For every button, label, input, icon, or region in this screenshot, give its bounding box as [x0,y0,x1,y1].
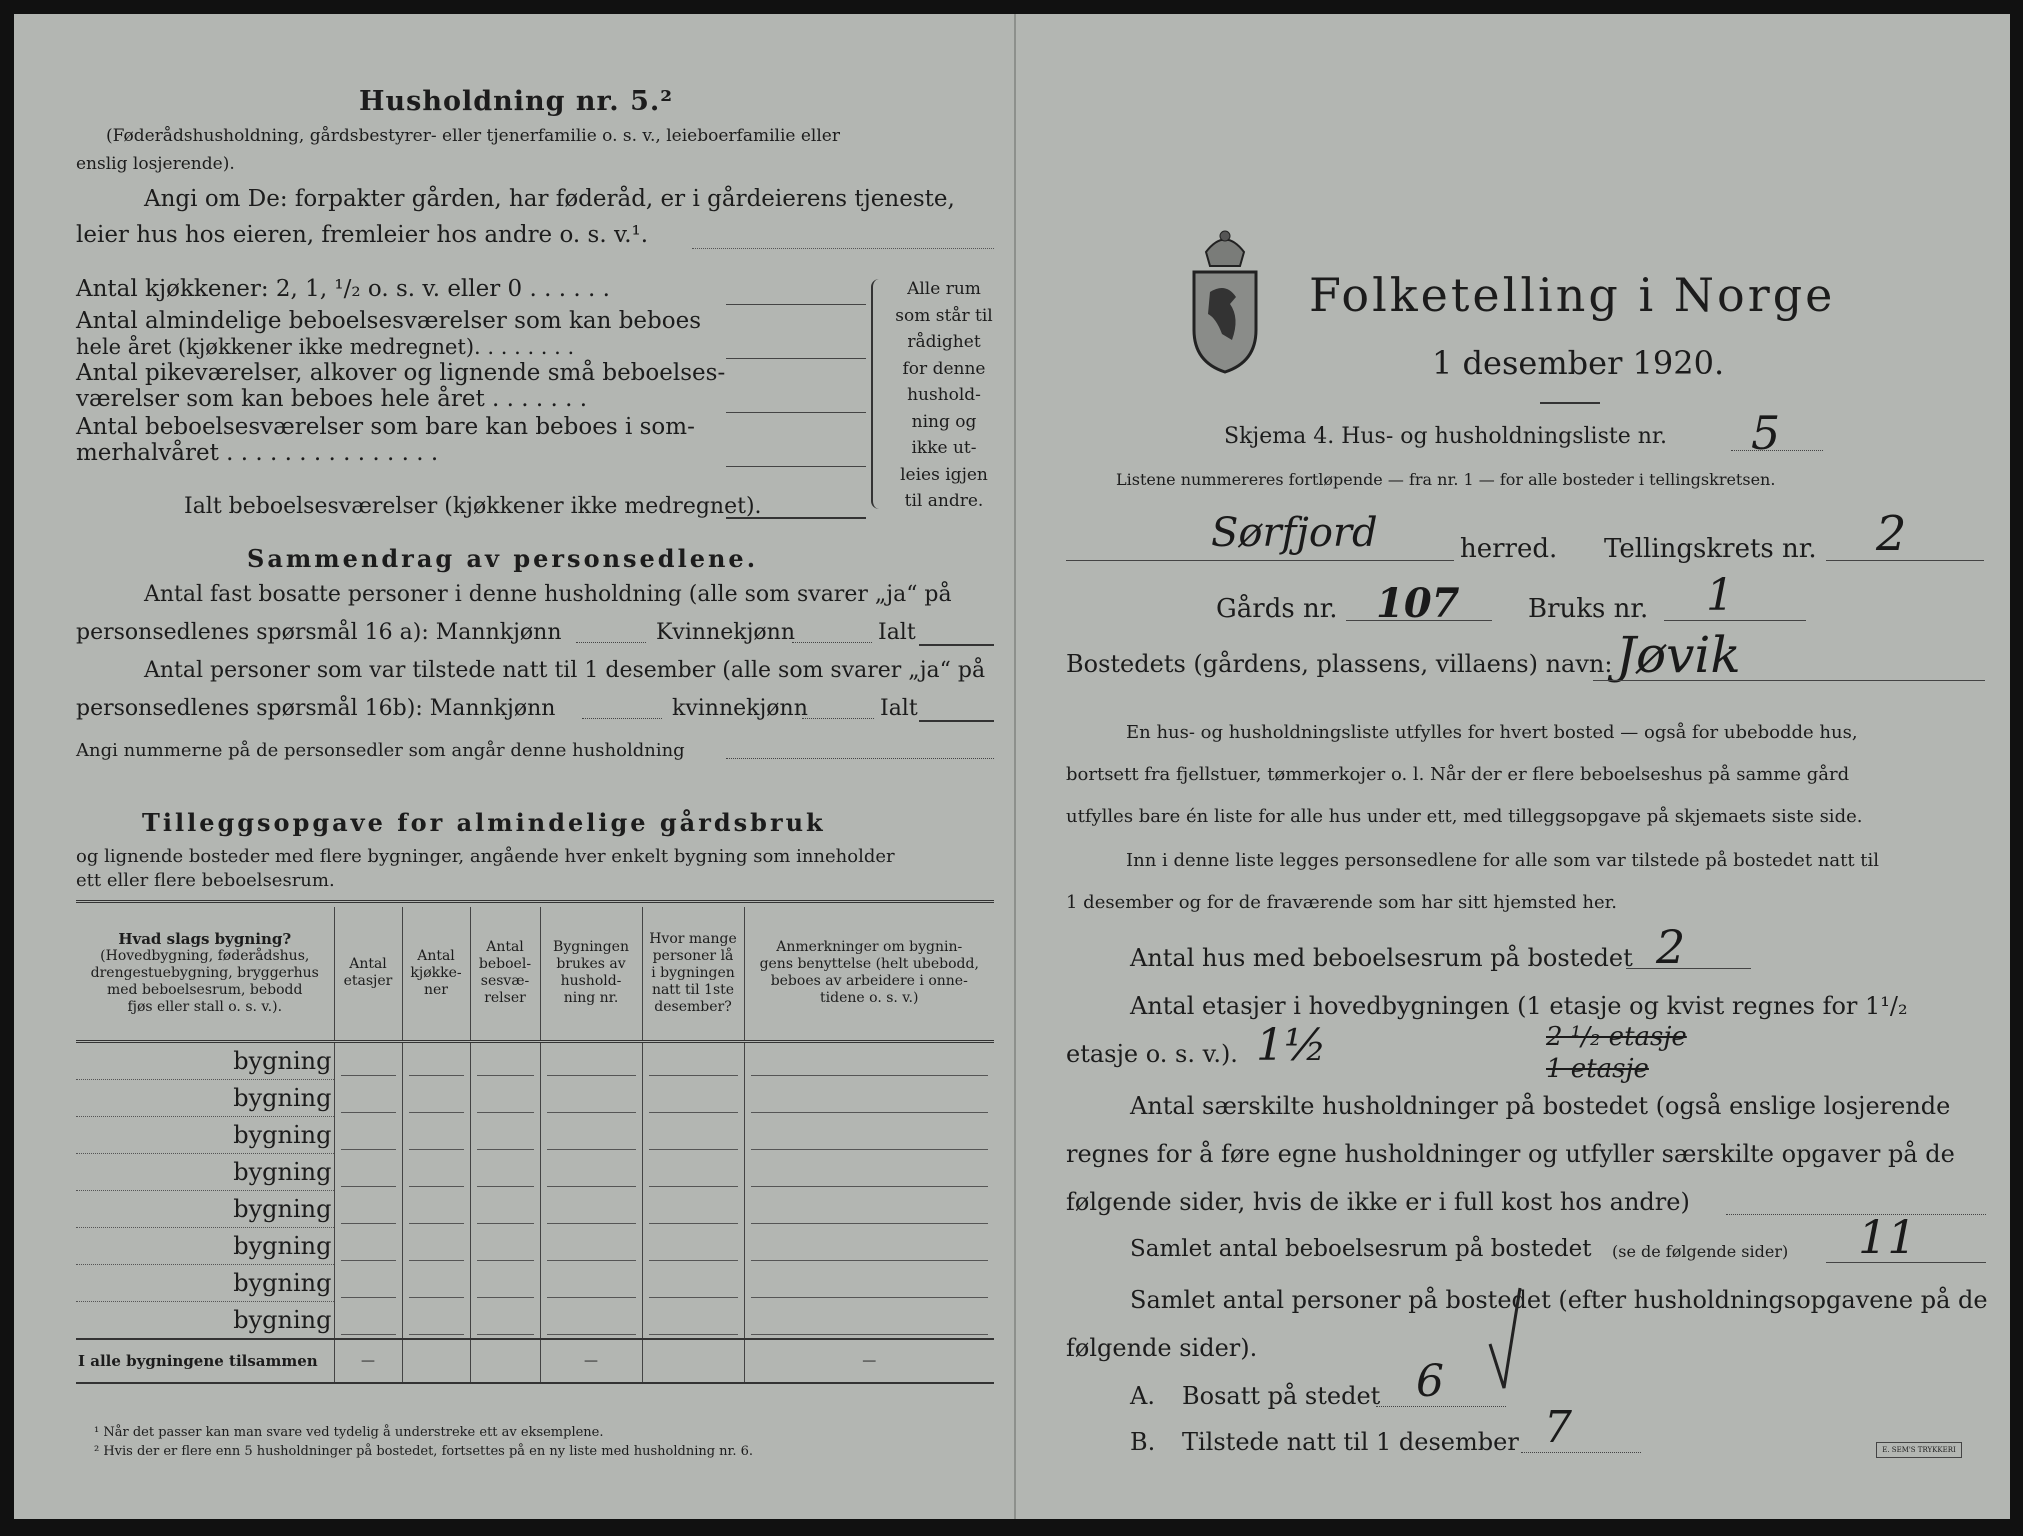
building-cell [334,1041,402,1079]
header-line: desember? [654,998,732,1015]
summary-p1-label-total: Ialt [878,620,916,645]
supplement-title: Tilleggsopgave for almindelige gårdsbruk [142,808,826,837]
title-divider [1540,402,1600,404]
building-cell-line [341,1112,396,1113]
etasjer-struck-2: 1 etasje [1546,1054,1649,1084]
building-cell-line [547,1149,636,1150]
hush-line-3: følgende sider, hvis de ikke er i full kost hos andre) [1066,1188,1690,1216]
building-cell [540,1116,642,1153]
building-cell [642,1041,744,1079]
side-note-line: hushold- [907,385,981,405]
building-cell [642,1153,744,1190]
header-line: tidene o. s. v.) [820,990,919,1007]
kitchens-answer-line [726,304,866,305]
total-dash: — [334,1339,402,1383]
building-cell [402,1301,470,1339]
building-cell [470,1153,540,1190]
side-note-line: som står til [895,305,993,326]
summary-p2-label-men: personsedlenes spørsmål 16b): Mannkjønn [76,696,556,721]
household-title: Husholdning nr. 5.² [359,86,674,117]
header-line: Hvad slags bygning? [118,929,292,948]
summary-p1-label-women: Kvinnekjønn [656,620,795,645]
angi-line-2: leier hus hos eieren, fremleier hos andre o. s. v.¹. [76,222,649,248]
building-cell-line [409,1334,464,1335]
etasjer-line-1: Antal etasjer i hovedbygningen (1 etasje og kvist regnes for 1¹/₂ [1130,992,1908,1020]
building-cell-line [751,1075,989,1076]
hush-line-1: Antal særskilte husholdninger på bostedet (også enslige losjerende [1130,1092,1951,1120]
building-cell [402,1227,470,1264]
header-line: Antal [417,947,455,964]
building-row [76,1264,994,1301]
header-floors [334,907,402,1041]
total-row [76,1339,994,1383]
building-row-label: bygning [76,1079,334,1116]
tilstede-line [1521,1452,1641,1453]
summary-p2-label-total: Ialt [880,696,918,721]
header-line: Antal [486,939,524,956]
building-cell [470,1116,540,1153]
building-cell-line [547,1297,636,1298]
header-line: fjøs eller stall o. s. v.). [127,998,283,1015]
building-cell-line [341,1223,396,1224]
bosatt-letter: A. [1130,1382,1155,1410]
building-cell [540,1301,642,1339]
header-line: beboel- [478,956,532,973]
building-row [76,1190,994,1227]
header-line: brukes av [556,956,626,973]
header-line: etasjer [343,973,393,990]
header-line: med beboelsesrum, bebodd [107,981,303,998]
building-cell [744,1301,994,1339]
header-persons [642,907,744,1041]
header-rooms [470,907,540,1041]
building-row [76,1041,994,1079]
personer-line-1: Samlet antal personer på bostedet (efter husholdningsopgavene på de [1130,1286,1988,1314]
building-cell [744,1079,994,1116]
building-cell [642,1301,744,1339]
rum-line [1826,1262,1986,1263]
p2-total-line [919,720,994,722]
summary-numbers-label: Angi nummerne på de personsedler som angår denne husholdning [76,740,685,761]
header-kitchens [402,907,470,1041]
building-cell-line [649,1260,738,1261]
supplement-sub-2: ett eller flere beboelsesrum. [76,870,335,891]
header-line: (Hovedbygning, føderådshus, [100,947,310,964]
building-cell-line [751,1260,989,1261]
summary-p2-label-women: kvinnekjønn [672,696,808,721]
gards-line [1346,620,1492,621]
building-row-label: bygning [76,1190,334,1227]
rum-value: 11 [1858,1210,1917,1264]
building-row [76,1153,994,1190]
household-subtitle-1: (Føderådshusholdning, gårdsbestyrer- eller tjenerfamilie o. s. v., leieboerfamilie eller [106,126,840,146]
total-label: I alle bygningene tilsammen [78,1351,318,1370]
building-cell [334,1190,402,1227]
etasjer-line-2: etasje o. s. v.). [1066,1040,1238,1068]
header-line: Antal [349,956,387,973]
building-cell-line [751,1334,989,1335]
building-cell [470,1301,540,1339]
header-remarks [744,907,994,1041]
building-row-label: bygning [76,1301,334,1339]
building-cell-line [341,1075,396,1076]
building-cell-line [409,1112,464,1113]
building-cell [744,1264,994,1301]
side-note-line: for denne [902,358,986,379]
side-note-line: ning og [911,411,977,432]
building-cell [540,1190,642,1227]
bosted-label: Bostedets (gårdens, plassens, villaens) navn: [1066,650,1613,678]
header-line: beboes av arbeidere i onne- [770,973,968,990]
building-cell-line [649,1149,738,1150]
rooms-ordinary-2: hele året (kjøkkener ikke medregnet). . . . . . . . [76,335,575,359]
household-subtitle-2: enslig losjerende). [76,154,235,174]
etasjer-struck-1: 2 ¹/₂ etasje [1546,1022,1687,1052]
bruks-value: 1 [1706,570,1734,621]
header-line: sesvæ- [480,973,530,990]
side-note-line: til andre. [904,491,984,511]
building-cell-line [477,1075,534,1076]
check-mark-icon [1486,1284,1526,1394]
building-cell [334,1301,402,1339]
numbering-note: Listene nummereres fortløpende — fra nr. 1 — for alle bosteder i tellingskretsen. [1116,470,1776,489]
header-line: Bygningen [553,939,629,956]
building-cell-line [341,1297,396,1298]
rum-label: Samlet antal beboelsesrum på bostedet [1130,1236,1592,1262]
rum-note: (se de følgende sider) [1612,1242,1789,1261]
building-cell-line [409,1149,464,1150]
instruction-2: bortsett fra fjellstuer, tømmerkojer o. l. Når der er flere beboelseshus på samme gård [1066,764,1850,785]
building-cell-line [477,1149,534,1150]
building-cell-line [341,1334,396,1335]
building-cell-line [409,1223,464,1224]
building-cell-line [477,1260,534,1261]
p2-men-line [582,718,662,719]
building-cell-line [547,1334,636,1335]
header-household [540,907,642,1041]
building-cell-line [751,1223,989,1224]
hus-label: Antal hus med beboelsesrum på bostedet [1130,944,1633,972]
header-line: hushold- [560,973,622,990]
rooms-total-label: Ialt beboelsesværelser (kjøkkener ikke medregnet). [184,494,762,519]
bosted-line [1593,680,1985,681]
building-cell [402,1079,470,1116]
building-cell [470,1190,540,1227]
building-cell-line [547,1223,636,1224]
building-cell [470,1264,540,1301]
building-cell [402,1190,470,1227]
building-cell [642,1190,744,1227]
building-cell [744,1116,994,1153]
bruks-label: Bruks nr. [1528,594,1649,624]
census-title: Folketelling i Norge [1309,268,1836,322]
building-row [76,1116,994,1153]
side-note-line: Alle rum [907,279,981,299]
bosatt-label: Bosatt på stedet [1182,1382,1381,1410]
building-cell [642,1079,744,1116]
header-line: ning nr. [563,990,619,1007]
coat-of-arms-icon [1186,222,1264,374]
summer-answer-line [726,466,866,467]
building-cell-line [477,1186,534,1187]
rooms-kitchens: Antal kjøkkener: 2, 1, ¹/₂ o. s. v. eller 0 . . . . . . [76,276,610,302]
rooms-total-line [726,517,866,519]
etasjer-value: 1½ [1256,1020,1327,1071]
hus-line [1626,968,1751,969]
summary-p1-label-men: personsedlenes spørsmål 16 a): Mannkjønn [76,620,562,645]
p2-women-line [802,718,874,719]
building-cell-line [649,1112,738,1113]
building-cell [642,1264,744,1301]
building-row-label: bygning [76,1264,334,1301]
building-cell [540,1227,642,1264]
building-cell [540,1153,642,1190]
building-cell-line [477,1334,534,1335]
summary-title: Sammendrag av personsedlene. [247,544,759,573]
bosatt-value: 6 [1416,1356,1444,1407]
building-cell-line [341,1260,396,1261]
building-row-label: bygning [76,1116,334,1153]
building-cell [402,1116,470,1153]
header-line: relser [484,990,526,1007]
building-row [76,1301,994,1339]
building-cell [642,1227,744,1264]
ordinary-answer-line [726,358,866,359]
bosted-value: Jøvik [1616,626,1741,684]
building-cell [744,1153,994,1190]
building-rows [76,1041,994,1339]
rooms-maid-2: værelser som kan beboes hele året . . . . . . . [76,386,588,412]
p1-men-line [576,642,646,643]
total-dash: — [540,1339,642,1383]
building-cell-line [409,1186,464,1187]
building-cell-line [409,1075,464,1076]
instruction-4: Inn i denne liste legges personsedlene for alle som var tilstede på bostedet natt til [1126,850,1880,871]
herred-value: Sørfjord [1211,510,1378,556]
instruction-5: 1 desember og for de fraværende som har sitt hjemsted her. [1066,892,1617,913]
building-cell [334,1264,402,1301]
angi-line-1: Angi om De: forpakter gården, har føderåd, er i gårdeierens tjeneste, [144,186,955,212]
schema-line [1731,450,1823,451]
building-row-label: bygning [76,1153,334,1190]
building-cell-line [649,1223,738,1224]
tilstede-label: Tilstede natt til 1 desember [1182,1428,1519,1456]
building-cell [470,1079,540,1116]
instruction-3: utfylles bare én liste for alle hus under ett, med tilleggsopgave på skjemaets siste side. [1066,806,1863,827]
building-cell-line [547,1112,636,1113]
building-cell-line [477,1223,534,1224]
krets-label: Tellingskrets nr. [1604,534,1817,564]
building-cell [470,1041,540,1079]
building-cell [744,1190,994,1227]
table-top-rule [76,900,994,903]
building-cell [744,1227,994,1264]
building-cell-line [649,1186,738,1187]
rooms-maid-1: Antal pikeværelser, alkover og lignende små beboelses- [76,360,726,386]
building-cell [334,1079,402,1116]
building-cell [540,1079,642,1116]
building-cell-line [649,1297,738,1298]
footnote-1: ¹ Når det passer kan man svare ved tydelig å understreke ett av eksemplene. [94,1425,604,1440]
building-cell [540,1264,642,1301]
header-line: gens benyttelse (helt ubebodd, [759,956,979,973]
hush-line-2: regnes for å føre egne husholdninger og utfyller særskilte opgaver på de [1066,1140,1955,1168]
hus-value: 2 [1656,920,1686,974]
header-line: drengestuebygning, bryggerhus [90,964,319,981]
instruction-1: En hus- og husholdningsliste utfylles for hvert bosted — også for ubebodde hus, [1126,722,1858,743]
gards-value: 107 [1376,580,1460,627]
building-cell-line [649,1334,738,1335]
building-cell-line [751,1149,989,1150]
printer-stamp: E. SEM'S TRYKKERI [1876,1442,1962,1458]
building-cell-line [341,1149,396,1150]
building-cell-line [409,1260,464,1261]
summary-p2-line1: Antal personer som var tilstede natt til 1 desember (alle som svarer „ja“ på [144,658,986,683]
personer-line-2: følgende sider). [1066,1334,1258,1362]
building-cell [402,1264,470,1301]
total-dash: — [744,1339,994,1383]
building-cell-line [547,1260,636,1261]
building-cell-line [341,1186,396,1187]
summary-numbers-line [726,758,994,759]
building-cell [402,1153,470,1190]
building-cell [334,1227,402,1264]
building-cell-line [751,1112,989,1113]
building-cell [402,1041,470,1079]
building-cell [334,1116,402,1153]
header-line: personer lå [652,947,734,964]
angi-answer-line [692,248,994,249]
building-cell [334,1153,402,1190]
brace [871,279,885,509]
tilstede-letter: B. [1130,1428,1156,1456]
building-cell-line [547,1075,636,1076]
rooms-summer-2: merhalvåret . . . . . . . . . . . . . . . [76,440,439,466]
building-cell [642,1116,744,1153]
building-cell [744,1041,994,1079]
side-note-line: rådighet [907,332,981,352]
building-row [76,1079,994,1116]
schema-value: 5 [1751,406,1781,460]
header-line: i bygningen [651,964,735,981]
tilstede-value: 7 [1544,1402,1572,1453]
header-line: natt til 1ste [651,981,735,998]
header-line: ner [424,981,448,998]
schema-label: Skjema 4. Hus- og husholdningsliste nr. [1224,424,1667,449]
maid-answer-line [726,412,866,413]
building-row-label: bygning [76,1041,334,1079]
building-cell-line [477,1112,534,1113]
building-cell-line [649,1075,738,1076]
building-cell-line [409,1297,464,1298]
gards-label: Gårds nr. [1216,594,1338,624]
header-line: Anmerkninger om bygnin- [776,939,963,956]
supplement-sub-1: og lignende bosteder med flere bygninger, angående hver enkelt bygning som inneholder [76,846,895,867]
building-row [76,1227,994,1264]
krets-value: 2 [1876,506,1907,562]
rooms-summer-1: Antal beboelsesværelser som bare kan beboes i som- [76,414,695,440]
census-date: 1 desember 1920. [1432,344,1725,382]
side-note [884,276,1004,515]
side-note-line: ikke ut- [911,438,977,458]
side-note-line: leies igjen [900,464,988,485]
building-cell [470,1227,540,1264]
building-table [76,907,994,1384]
footnote-2: ² Hvis der er flere enn 5 husholdninger på bostedet, fortsettes på en ny liste med husholdning nr. 6. [94,1444,754,1459]
hush-line [1726,1214,1986,1215]
building-cell-line [477,1297,534,1298]
bosatt-line [1376,1406,1506,1407]
summary-p1-line1: Antal fast bosatte personer i denne husholdning (alle som svarer „ja“ på [144,582,952,607]
building-cell-line [547,1186,636,1187]
krets-line [1826,560,1984,561]
herred-label: herred. [1460,534,1558,564]
building-cell-line [751,1297,989,1298]
herred-line [1066,560,1454,561]
right-page [1016,14,2010,1519]
header-building-type [76,907,334,1041]
header-line: kjøkke- [410,964,462,981]
bruks-line [1664,620,1806,621]
p1-total-line [919,644,994,646]
header-line: Hvor mange [649,930,737,947]
building-cell-line [751,1186,989,1187]
p1-women-line [792,642,872,643]
left-page [14,14,1014,1519]
building-row-label: bygning [76,1227,334,1264]
rooms-ordinary-1: Antal almindelige beboelsesværelser som kan beboes [76,308,702,334]
building-cell [540,1041,642,1079]
